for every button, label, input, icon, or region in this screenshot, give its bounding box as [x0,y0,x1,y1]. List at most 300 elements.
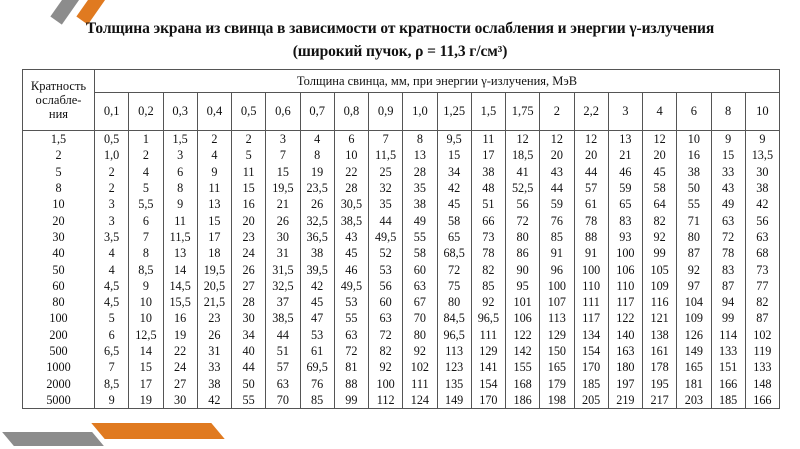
energy-header-cell: 0,7 [300,93,334,131]
thickness-cell: 55 [403,229,437,245]
thickness-cell: 47 [300,310,334,326]
thickness-cell: 15 [129,359,163,375]
thickness-cell: 21 [266,196,300,212]
thickness-cell: 92 [403,343,437,359]
thickness-cell: 17 [471,147,505,163]
thickness-cell: 35 [369,196,403,212]
table-row [23,278,780,294]
energy-header-cell: 10 [745,93,779,131]
thickness-cell: 20,5 [197,278,231,294]
thickness-cell: 18,5 [506,147,540,163]
thickness-cell: 102 [403,359,437,375]
thickness-cell: 11 [471,131,505,148]
thickness-cell: 61 [300,343,334,359]
thickness-cell: 92 [369,359,403,375]
thickness-cell: 170 [471,392,505,409]
thickness-cell: 122 [608,310,642,326]
thickness-cell: 161 [643,343,677,359]
table-row [23,131,780,148]
thickness-cell: 8 [403,131,437,148]
thickness-cell: 46 [334,261,368,277]
multiplicity-cell: 2 [23,147,95,163]
thickness-cell: 20 [232,212,266,228]
decor-stripe-gray [2,432,104,446]
thickness-cell: 23 [197,310,231,326]
thickness-cell: 34 [232,327,266,343]
thickness-cell: 77 [745,278,779,294]
thickness-cell: 76 [540,212,574,228]
thickness-cell: 106 [506,310,540,326]
thickness-cell: 37 [266,294,300,310]
thickness-cell: 53 [300,327,334,343]
thickness-cell: 44 [574,164,608,180]
thickness-cell: 8 [300,147,334,163]
thickness-cell: 88 [574,229,608,245]
thickness-cell: 64 [643,196,677,212]
thickness-cell: 2 [95,180,129,196]
thickness-cell: 4,5 [95,278,129,294]
thickness-cell: 12 [574,131,608,148]
thickness-cell: 50 [677,180,711,196]
thickness-cell: 82 [643,212,677,228]
thickness-cell: 44 [369,212,403,228]
thickness-cell: 40 [232,343,266,359]
multiplicity-cell: 20 [23,212,95,228]
thickness-cell: 49,5 [369,229,403,245]
thickness-cell: 27 [163,375,197,391]
thickness-cell: 14 [163,261,197,277]
thickness-cell: 154 [574,343,608,359]
thickness-cell: 55 [334,310,368,326]
thickness-cell: 9 [129,278,163,294]
thickness-cell: 56 [745,212,779,228]
thickness-cell: 56 [506,196,540,212]
thickness-cell: 82 [745,294,779,310]
thickness-cell: 45 [334,245,368,261]
thickness-cell: 1 [129,131,163,148]
thickness-cell: 38,5 [266,310,300,326]
thickness-cell: 43 [711,180,745,196]
thickness-cell: 73 [471,229,505,245]
thickness-cell: 11,5 [369,147,403,163]
thickness-cell: 150 [540,343,574,359]
thickness-cell: 63 [334,327,368,343]
thickness-cell: 5,5 [129,196,163,212]
table-row [23,375,780,391]
thickness-cell: 71 [677,212,711,228]
thickness-cell: 31,5 [266,261,300,277]
thickness-cell: 88 [334,375,368,391]
multiplicity-cell: 5000 [23,392,95,409]
thickness-cell: 5 [232,147,266,163]
thickness-cell: 15 [711,147,745,163]
multiplicity-cell: 1000 [23,359,95,375]
thickness-cell: 135 [437,375,471,391]
thickness-cell: 82 [369,343,403,359]
thickness-cell: 155 [506,359,540,375]
thickness-cell: 112 [369,392,403,409]
thickness-cell: 110 [608,278,642,294]
thickness-cell: 18 [197,245,231,261]
thickness-cell: 65 [437,229,471,245]
thickness-cell: 48 [471,180,505,196]
energy-header-cell: 1,25 [437,93,471,131]
thickness-cell: 67 [403,294,437,310]
thickness-cell: 12 [643,131,677,148]
thickness-cell: 35 [403,180,437,196]
thickness-cell: 126 [677,327,711,343]
energy-header-cell: 3 [608,93,642,131]
energy-header-cell: 1,5 [471,93,505,131]
thickness-cell: 203 [677,392,711,409]
thickness-cell: 78 [711,245,745,261]
thickness-cell: 21,5 [197,294,231,310]
thickness-cell: 57 [266,359,300,375]
thickness-cell: 92 [677,261,711,277]
thickness-cell: 20 [540,147,574,163]
thickness-cell: 9 [711,131,745,148]
thickness-cell: 10 [129,294,163,310]
thickness-cell: 53 [369,261,403,277]
thickness-cell: 63 [369,310,403,326]
thickness-cell: 30 [266,229,300,245]
thickness-cell: 72 [506,212,540,228]
thickness-cell: 185 [574,375,608,391]
page-subtitle: (широкий пучок, ρ = 11,3 г/см³) [292,43,508,60]
thickness-cell: 15 [197,212,231,228]
thickness-cell: 170 [574,359,608,375]
thickness-cell: 22 [334,164,368,180]
thickness-cell: 30 [163,392,197,409]
multiplicity-cell: 10 [23,196,95,212]
thickness-cell: 26 [197,327,231,343]
table-row [23,261,780,277]
thickness-cell: 111 [403,375,437,391]
thickness-cell: 60 [369,294,403,310]
thickness-cell: 154 [471,375,505,391]
multiplicity-header [23,70,95,131]
thickness-cell: 72 [437,261,471,277]
thickness-cell: 13 [197,196,231,212]
thickness-cell: 1,0 [95,147,129,163]
thickness-cell: 28 [403,164,437,180]
thickness-cell: 90 [506,261,540,277]
thickness-cell: 106 [608,261,642,277]
thickness-cell: 151 [711,359,745,375]
thickness-cell: 195 [643,375,677,391]
thickness-cell: 12 [506,131,540,148]
thickness-cell: 113 [437,343,471,359]
thickness-cell: 85 [300,392,334,409]
thickness-cell: 124 [403,392,437,409]
thickness-cell: 30 [232,310,266,326]
thickness-cell: 142 [506,343,540,359]
table-row [23,310,780,326]
thickness-cell: 42 [437,180,471,196]
thickness-cell: 31 [266,245,300,261]
thickness-cell: 87 [711,278,745,294]
thickness-cell: 149 [437,392,471,409]
energy-header-cell: 0,3 [163,93,197,131]
thickness-cell: 14,5 [163,278,197,294]
thickness-cell: 105 [643,261,677,277]
thickness-cell: 76 [300,375,334,391]
thickness-cell: 61 [574,196,608,212]
thickness-cell: 8,5 [129,261,163,277]
thickness-cell: 17 [197,229,231,245]
thickness-cell: 46 [608,164,642,180]
thickness-cell: 163 [608,343,642,359]
thickness-cell: 44 [266,327,300,343]
thickness-cell: 16 [232,196,266,212]
thickness-cell: 68 [745,245,779,261]
thickness-cell: 96 [540,261,574,277]
thickness-cell: 69,5 [300,359,334,375]
thickness-cell: 101 [506,294,540,310]
thickness-cell: 104 [677,294,711,310]
table-row [23,196,780,212]
thickness-cell: 80 [677,229,711,245]
thickness-cell: 3 [95,212,129,228]
multiplicity-cell: 30 [23,229,95,245]
thickness-cell: 9 [163,196,197,212]
thickness-cell: 138 [643,327,677,343]
thickness-cell: 58 [643,180,677,196]
thickness-cell: 33 [197,359,231,375]
energy-header-cell: 0,5 [232,93,266,131]
thickness-cell: 205 [574,392,608,409]
thickness-cell: 3,5 [95,229,129,245]
thickness-cell: 83 [711,261,745,277]
thickness-cell: 38,5 [334,212,368,228]
thickness-cell: 78 [471,245,505,261]
thickness-cell: 6 [163,164,197,180]
thickness-cell: 180 [608,359,642,375]
thickness-cell: 86 [506,245,540,261]
thickness-cell: 45 [437,196,471,212]
thickness-cell: 185 [711,392,745,409]
thickness-cell: 97 [677,278,711,294]
thickness-cell: 9 [197,164,231,180]
thickness-cell: 24 [232,245,266,261]
thickness-cell: 52,5 [506,180,540,196]
thickness-cell: 49 [711,196,745,212]
thickness-cell: 19,5 [266,180,300,196]
thickness-header: Толщина свинца, мм, при энергии γ-излучения, МэВ [95,70,780,93]
thickness-cell: 219 [608,392,642,409]
thickness-cell: 4 [197,147,231,163]
thickness-cell: 84,5 [437,310,471,326]
thickness-cell: 133 [711,343,745,359]
thickness-cell: 38 [745,180,779,196]
thickness-cell: 95 [506,278,540,294]
thickness-cell: 72 [334,343,368,359]
energy-header-cell: 2 [540,93,574,131]
thickness-cell: 30 [745,164,779,180]
thickness-cell: 6,5 [95,343,129,359]
thickness-cell: 65 [608,196,642,212]
thickness-cell: 9 [745,131,779,148]
thickness-cell: 121 [643,310,677,326]
thickness-cell: 22 [163,343,197,359]
thickness-cell: 123 [437,359,471,375]
thickness-cell: 109 [677,310,711,326]
thickness-cell: 15 [437,147,471,163]
thickness-cell: 32,5 [300,212,334,228]
thickness-cell: 8 [129,245,163,261]
thickness-cell: 116 [643,294,677,310]
thickness-cell: 57 [574,180,608,196]
energy-header-cell: 4 [643,93,677,131]
energy-header-cell: 0,9 [369,93,403,131]
thickness-cell: 7 [369,131,403,148]
thickness-cell: 96,5 [471,310,505,326]
energy-header-cell: 0,8 [334,93,368,131]
thickness-cell: 99 [643,245,677,261]
thickness-cell: 91 [574,245,608,261]
thickness-cell: 81 [334,359,368,375]
thickness-cell: 63 [266,375,300,391]
thickness-cell: 19 [163,327,197,343]
thickness-cell: 38 [677,164,711,180]
thickness-cell: 44 [232,359,266,375]
thickness-cell: 85 [471,278,505,294]
thickness-cell: 23,5 [300,180,334,196]
thickness-cell: 52 [369,245,403,261]
thickness-cell: 179 [540,375,574,391]
thickness-cell: 4 [300,131,334,148]
thickness-cell: 165 [677,359,711,375]
lead-thickness-table [22,69,780,409]
multiplicity-cell: 500 [23,343,95,359]
thickness-cell: 166 [711,375,745,391]
thickness-cell: 13 [403,147,437,163]
thickness-cell: 80 [437,294,471,310]
thickness-cell: 92 [471,294,505,310]
thickness-cell: 12,5 [129,327,163,343]
thickness-cell: 10 [129,310,163,326]
thickness-cell: 26 [232,261,266,277]
table-row [23,392,780,409]
thickness-cell: 129 [471,343,505,359]
thickness-cell: 11 [163,212,197,228]
multiplicity-cell: 5 [23,164,95,180]
table-row [23,245,780,261]
thickness-cell: 7 [95,359,129,375]
thickness-cell: 107 [540,294,574,310]
thickness-cell: 42 [300,278,334,294]
thickness-cell: 6 [95,327,129,343]
thickness-cell: 41 [506,164,540,180]
table-row [23,294,780,310]
thickness-cell: 66 [471,212,505,228]
thickness-cell: 94 [711,294,745,310]
thickness-cell: 70 [266,392,300,409]
thickness-cell: 117 [574,310,608,326]
thickness-cell: 63 [711,212,745,228]
thickness-cell: 19,5 [197,261,231,277]
thickness-cell: 109 [643,278,677,294]
thickness-cell: 24 [163,359,197,375]
thickness-cell: 45 [300,294,334,310]
thickness-cell: 87 [745,310,779,326]
thickness-cell: 1,5 [163,131,197,148]
multiplicity-cell: 50 [23,261,95,277]
thickness-cell: 217 [643,392,677,409]
multiplicity-cell: 80 [23,294,95,310]
thickness-cell: 27 [232,278,266,294]
thickness-cell: 49 [403,212,437,228]
thickness-cell: 38 [471,164,505,180]
thickness-cell: 148 [745,375,779,391]
thickness-cell: 8 [163,180,197,196]
thickness-cell: 100 [608,245,642,261]
thickness-cell: 72 [711,229,745,245]
thickness-cell: 9,5 [437,131,471,148]
thickness-cell: 168 [506,375,540,391]
thickness-cell: 13,5 [745,147,779,163]
thickness-cell: 102 [745,327,779,343]
thickness-cell: 38 [197,375,231,391]
thickness-cell: 8,5 [95,375,129,391]
thickness-cell: 43 [334,229,368,245]
thickness-cell: 39,5 [300,261,334,277]
thickness-cell: 113 [540,310,574,326]
thickness-cell: 38 [403,196,437,212]
thickness-cell: 15,5 [163,294,197,310]
thickness-cell: 16 [163,310,197,326]
thickness-cell: 85 [540,229,574,245]
thickness-cell: 99 [334,392,368,409]
thickness-cell: 100 [540,278,574,294]
thickness-cell: 82 [471,261,505,277]
thickness-cell: 5 [129,180,163,196]
thickness-cell: 10 [677,131,711,148]
thickness-cell: 60 [403,261,437,277]
thickness-cell: 197 [608,375,642,391]
thickness-cell: 32 [369,180,403,196]
thickness-cell: 36,5 [300,229,334,245]
thickness-cell: 14 [129,343,163,359]
thickness-cell: 140 [608,327,642,343]
multiplicity-cell: 40 [23,245,95,261]
thickness-cell: 10 [334,147,368,163]
thickness-cell: 87 [677,245,711,261]
table-row [23,180,780,196]
thickness-cell: 3 [163,147,197,163]
table-row [23,343,780,359]
thickness-cell: 7 [129,229,163,245]
decor-stripe-orange [91,423,224,439]
thickness-cell: 32,5 [266,278,300,294]
thickness-cell: 92 [643,229,677,245]
energy-header-cell: 0,1 [95,93,129,131]
multiplicity-header-line: ния [48,107,69,121]
thickness-cell: 4,5 [95,294,129,310]
energy-header-cell: 0,6 [266,93,300,131]
thickness-cell: 4 [95,261,129,277]
thickness-cell: 17 [129,375,163,391]
multiplicity-cell: 60 [23,278,95,294]
thickness-cell: 178 [643,359,677,375]
thickness-cell: 117 [608,294,642,310]
multiplicity-cell: 200 [23,327,95,343]
thickness-cell: 21 [608,147,642,163]
table-row [23,327,780,343]
thickness-cell: 165 [540,359,574,375]
energy-header-cell: 0,2 [129,93,163,131]
energy-header-cell: 6 [677,93,711,131]
